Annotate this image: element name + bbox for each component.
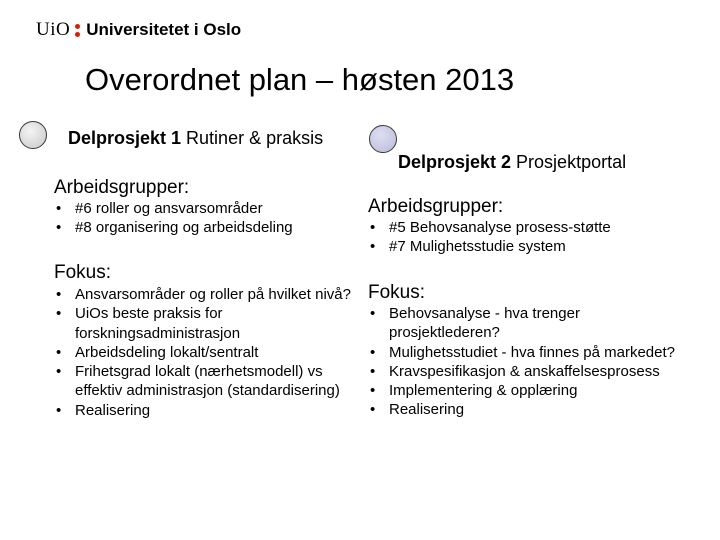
project2-groups-list (368, 218, 668, 257)
list-item: • #7 Mulighetsstudie system (368, 237, 668, 256)
list-item: • Realisering (54, 401, 364, 420)
logo-dots-icon (75, 24, 80, 37)
list-item: • UiOs beste praksis for forskningsadministrasjon (54, 304, 364, 343)
list-item: • Ansvarsområder og roller på hvilket nivå? (54, 285, 364, 304)
list-item: • Behovsanalyse - hva trenger prosjektlederen? (368, 304, 688, 343)
list-item: • Arbeidsdeling lokalt/sentralt (54, 343, 364, 362)
list-item: • #6 roller og ansvarsområder (54, 199, 354, 218)
list-item: • Mulighetsstudiet - hva finnes på markedet? (368, 343, 688, 362)
list-item: • #8 organisering og arbeidsdeling (54, 218, 354, 237)
list-item: • #5 Behovsanalyse prosess-støtte (368, 218, 668, 237)
logo-name: Universitetet i Oslo (86, 20, 242, 39)
project2-focus-heading: Fokus: (368, 282, 426, 303)
project1-groups-heading: Arbeidsgrupper: (54, 177, 190, 198)
project2-groups-heading: Arbeidsgrupper: (368, 196, 504, 217)
project1-label-rest: Rutiner & praksis (181, 128, 324, 148)
project2-label-bold: Delprosjekt 2 (398, 152, 512, 172)
logo-mark: UiO (36, 19, 71, 40)
list-item: • Realisering (368, 400, 688, 419)
project2-label-rest: Prosjektportal (511, 152, 627, 172)
project1-focus-list (54, 285, 364, 420)
list-item: • Kravspesifikasjon & anskaffelsesprosess (368, 362, 688, 381)
project1-label (68, 128, 323, 149)
slide-title: Overordnet plan – høsten 2013 (85, 62, 515, 97)
uio-logo (36, 19, 241, 41)
project1-groups-list (54, 199, 354, 238)
project1-circle-icon (19, 121, 47, 149)
list-item: • Frihetsgrad lokalt (nærhetsmodell) vs effektiv administrasjon (standardisering) (54, 362, 364, 401)
list-item: • Implementering & opplæring (368, 381, 688, 400)
project1-focus-heading: Fokus: (54, 262, 112, 283)
project1-label-bold: Delprosjekt 1 (68, 128, 182, 148)
project2-label (398, 152, 626, 173)
project2-circle-icon (369, 125, 397, 153)
project2-focus-list (368, 304, 688, 420)
